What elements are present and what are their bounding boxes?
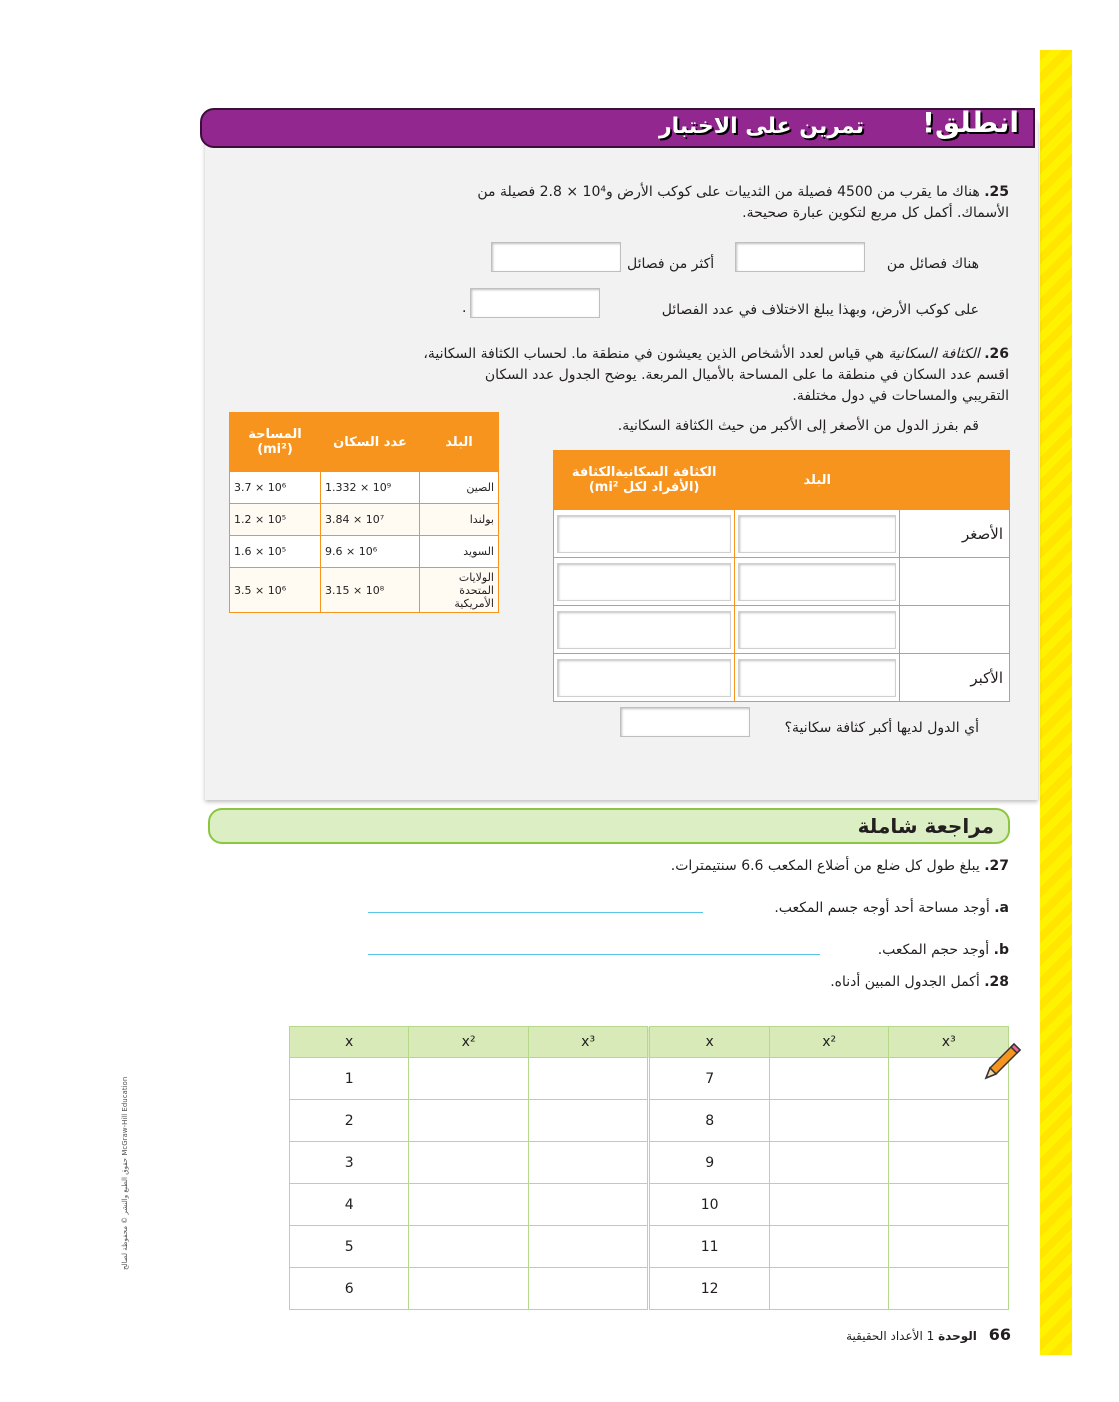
- x3-answer-cell[interactable]: [528, 1058, 649, 1100]
- header-population: عدد السكان: [321, 413, 420, 472]
- table-row: [290, 1142, 1009, 1184]
- x3-answer-cell[interactable]: [528, 1142, 649, 1184]
- x3-answer-cell[interactable]: [889, 1268, 1009, 1310]
- q25-number: 25.: [984, 184, 1009, 200]
- population-cell: 3.15 × 10⁸: [321, 568, 420, 613]
- table-row: [230, 536, 499, 568]
- x-value: 1: [290, 1058, 409, 1100]
- header-x3: x³: [889, 1027, 1009, 1058]
- density-answer-cell[interactable]: [554, 654, 735, 702]
- q27b-answer-line[interactable]: [368, 954, 820, 955]
- country-cell: الولايات المتحدة الأمريكية: [420, 568, 499, 613]
- q26-final-question: أي الدول لديها أكبر كثافة سكانية؟: [784, 720, 979, 736]
- area-cell: 3.5 × 10⁶: [230, 568, 321, 613]
- population-cell: 9.6 × 10⁶: [321, 536, 420, 568]
- country-answer-cell[interactable]: [735, 606, 900, 654]
- copyright-text: حقوق الطبع والنشر © محفوظة لصالح McGraw-Hill Education: [121, 1076, 129, 1270]
- x3-answer-cell[interactable]: [528, 1268, 649, 1310]
- page-footer: [846, 1325, 1011, 1344]
- x3-answer-cell[interactable]: [528, 1184, 649, 1226]
- country-answer-cell[interactable]: [735, 510, 900, 558]
- density-answer-box[interactable]: [557, 659, 731, 697]
- x3-answer-cell[interactable]: [528, 1100, 649, 1142]
- smallest-label: الأصغر: [900, 510, 1010, 558]
- q25-sentence2: على كوكب الأرض، وبهذا يبلغ الاختلاف في عدد الفصائل: [661, 302, 979, 318]
- q26-line1: هي قياس لعدد الأشخاص الذين يعيشون في منطقة ما. لحساب الكثافة السكانية،: [423, 346, 884, 362]
- population-cell: 3.84 × 10⁷: [321, 504, 420, 536]
- country-cell: الصين: [420, 472, 499, 504]
- q26-term: الكثافة السكانية: [888, 346, 980, 362]
- country-answer-cell[interactable]: [735, 654, 900, 702]
- header-area-unit: (mi²): [257, 442, 293, 457]
- density-answer-cell[interactable]: [554, 510, 735, 558]
- x2-answer-cell[interactable]: [409, 1184, 529, 1226]
- x-value: 2: [290, 1100, 409, 1142]
- unit-number: 1: [926, 1329, 935, 1343]
- table-row: [290, 1268, 1009, 1310]
- table-row: [230, 472, 499, 504]
- header-area: [230, 413, 321, 472]
- x3-answer-cell[interactable]: [528, 1226, 649, 1268]
- rank-cell: [900, 606, 1010, 654]
- x2-answer-cell[interactable]: [769, 1226, 889, 1268]
- x2-answer-cell[interactable]: [769, 1184, 889, 1226]
- q27-statement: يبلغ طول كل ضلع من أضلاع المكعب 6.6 سنتيمترات.: [670, 858, 980, 874]
- x2-answer-cell[interactable]: [409, 1226, 529, 1268]
- x-value: 9: [649, 1142, 770, 1184]
- header-x3: x³: [528, 1027, 649, 1058]
- powers-table: [289, 1026, 1009, 1310]
- x2-answer-cell[interactable]: [409, 1268, 529, 1310]
- area-cell: 1.2 × 10⁵: [230, 504, 321, 536]
- q25-line1: هناك ما يقرب من 4500 فصيلة من الثدييات على كوكب الأرض و‎2.8 × 10⁴‎ فصيلة من: [477, 184, 980, 200]
- x3-answer-cell[interactable]: [889, 1184, 1009, 1226]
- q25-sentence1-a: هناك فصائل من: [886, 256, 979, 272]
- x2-answer-cell[interactable]: [409, 1058, 529, 1100]
- q25-answer-box-2[interactable]: [491, 242, 621, 272]
- x3-answer-cell[interactable]: [889, 1100, 1009, 1142]
- q27b: [878, 940, 1009, 961]
- test-practice-banner: [200, 108, 1035, 148]
- x-value: 3: [290, 1142, 409, 1184]
- x2-answer-cell[interactable]: [409, 1100, 529, 1142]
- x-value: 11: [649, 1226, 770, 1268]
- x2-answer-cell[interactable]: [409, 1142, 529, 1184]
- x-value: 5: [290, 1226, 409, 1268]
- area-cell: 1.6 × 10⁵: [230, 536, 321, 568]
- q27b-label: b.: [993, 942, 1009, 958]
- q25-answer-box-1[interactable]: [735, 242, 865, 272]
- header-x: x: [290, 1027, 409, 1058]
- header-country: البلد: [420, 413, 499, 472]
- q28-number: 28.: [984, 974, 1009, 990]
- country-answer-box[interactable]: [738, 563, 896, 601]
- table-row: [290, 1100, 1009, 1142]
- density-header-country: البلد: [735, 451, 900, 510]
- table-row: [554, 654, 1010, 702]
- unit-title: الأعداد الحقيقية: [846, 1329, 923, 1343]
- review-banner: [208, 808, 1010, 844]
- q28-text: [830, 972, 1009, 993]
- density-answer-box[interactable]: [557, 515, 731, 553]
- q26-answer-box[interactable]: [620, 707, 750, 737]
- density-answer-cell[interactable]: [554, 558, 735, 606]
- unit-label: الوحدة: [938, 1329, 977, 1343]
- yellow-margin-strip: [1040, 50, 1072, 1355]
- header-x2: x²: [769, 1027, 889, 1058]
- density-header-unit: (الأفراد لكل mi²): [588, 480, 700, 495]
- x2-answer-cell[interactable]: [769, 1100, 889, 1142]
- page-number: 66: [988, 1325, 1011, 1344]
- x3-answer-cell[interactable]: [889, 1142, 1009, 1184]
- x-value: 4: [290, 1184, 409, 1226]
- x-value: 7: [649, 1058, 770, 1100]
- q27a-answer-line[interactable]: [368, 912, 703, 913]
- area-cell: 3.7 × 10⁶: [230, 472, 321, 504]
- table-row: [554, 558, 1010, 606]
- table-row: [554, 606, 1010, 654]
- banner-subtitle: تمرين على الاختبار: [658, 114, 864, 139]
- q27b-text: أوجد حجم المكعب.: [877, 942, 990, 958]
- q25-text: [389, 182, 1009, 224]
- country-answer-box[interactable]: [738, 611, 896, 649]
- q26-line3: التقريبي والمساحات في دول مختلفة.: [792, 388, 1009, 404]
- banner-title: انطلق!: [922, 106, 1019, 139]
- review-title: مراجعة شاملة: [857, 814, 994, 838]
- country-answer-box[interactable]: [738, 659, 896, 697]
- density-header-empty: [900, 451, 1010, 510]
- table-row: [290, 1184, 1009, 1226]
- q27a: [774, 898, 1009, 919]
- country-cell: السويد: [420, 536, 499, 568]
- density-answer-cell[interactable]: [554, 606, 735, 654]
- pencil-icon[interactable]: [980, 1040, 1024, 1084]
- table-row: [290, 1226, 1009, 1268]
- x2-answer-cell[interactable]: [769, 1268, 889, 1310]
- x3-answer-cell[interactable]: [889, 1226, 1009, 1268]
- country-answer-box[interactable]: [738, 515, 896, 553]
- q28-statement: أكمل الجدول المبين أدناه.: [830, 974, 980, 990]
- x-value: 8: [649, 1100, 770, 1142]
- q27-text: [671, 856, 1009, 877]
- density-table: [553, 450, 1010, 702]
- q27-number: 27.: [984, 858, 1009, 874]
- density-answer-box[interactable]: [557, 563, 731, 601]
- q25-sentence1-b: أكثر من فصائل: [627, 256, 715, 272]
- country-answer-cell[interactable]: [735, 558, 900, 606]
- table-row: [230, 568, 499, 613]
- rank-cell: [900, 558, 1010, 606]
- q27a-label: a.: [994, 900, 1009, 916]
- density-answer-box[interactable]: [557, 611, 731, 649]
- q26-text: [389, 344, 1009, 407]
- table-row: [290, 1058, 1009, 1100]
- x2-answer-cell[interactable]: [769, 1058, 889, 1100]
- density-header-density: [554, 451, 735, 510]
- table-row: [230, 504, 499, 536]
- largest-label: الأكبر: [900, 654, 1010, 702]
- x-value: 6: [290, 1268, 409, 1310]
- header-x2: x²: [409, 1027, 529, 1058]
- q27a-text: أوجد مساحة أحد أوجه جسم المكعب.: [774, 900, 990, 916]
- x-value: 10: [649, 1184, 770, 1226]
- q25-line2: الأسماك. أكمل كل مربع لتكوين عبارة صحيحة.: [742, 205, 1009, 221]
- q25-answer-box-3[interactable]: [470, 288, 600, 318]
- header-x: x: [649, 1027, 770, 1058]
- q25-period: .: [462, 300, 467, 316]
- population-table: [229, 412, 499, 613]
- table-row: [554, 510, 1010, 558]
- density-header-label: الكثافة السكانيةالكثافة: [571, 465, 717, 480]
- population-cell: 1.332 × 10⁹: [321, 472, 420, 504]
- q26-instruction: قم بفرز الدول من الأصغر إلى الأكبر من حيث الكثافة السكانية.: [617, 418, 979, 434]
- country-cell: بولندا: [420, 504, 499, 536]
- q26-line2: اقسم عدد السكان في منطقة ما على المساحة بالأميال المربعة. يوضح الجدول عدد السكان: [484, 367, 1009, 383]
- x2-answer-cell[interactable]: [769, 1142, 889, 1184]
- x-value: 12: [649, 1268, 770, 1310]
- header-area-label: المساحة: [248, 427, 302, 442]
- q26-number: 26.: [984, 346, 1009, 362]
